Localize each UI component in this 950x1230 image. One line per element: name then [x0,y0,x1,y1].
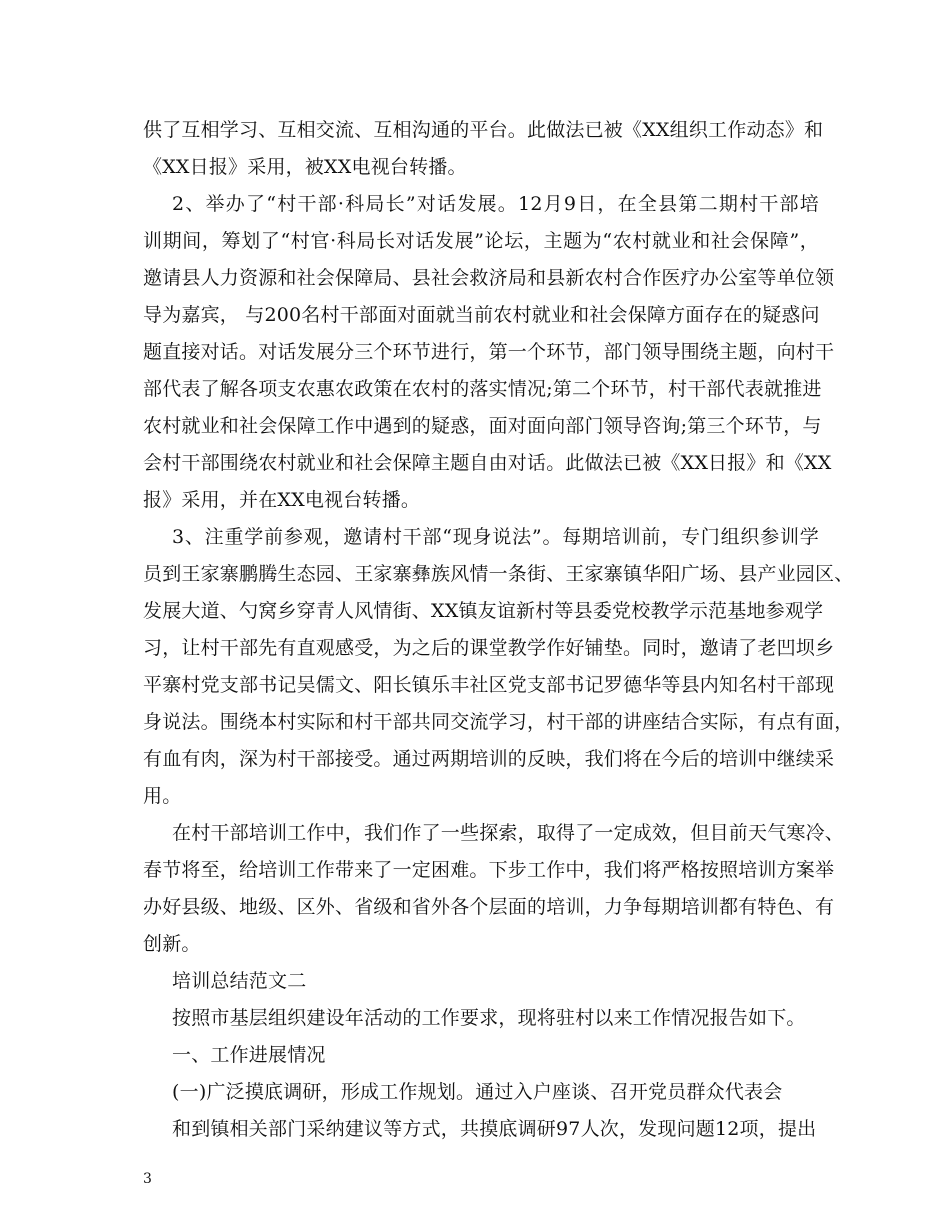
body-text-line: 部代表了解各项支农惠农政策在农村的落实情况;第二个环节，村干部代表就推进 [143,378,822,400]
body-text-line: 和到镇相关部门采纳建议等方式，共摸底调研97人次，发现问题12项，提出 [172,1118,817,1140]
section-heading: 培训总结范文二 [172,970,307,992]
body-text-line: 训期间，筹划了“村官·科局长对话发展”论坛，主题为“农村就业和社会保障”， [143,230,819,252]
body-text-line: 习，让村干部先有直观感受，为之后的课堂教学作好铺垫。同时，邀请了老凹坝乡 [143,637,835,659]
body-text-line: 题直接对话。对话发展分三个环节进行，第一个环节，部门领导围绕主题，向村干 [143,341,835,363]
body-text-line: 员到王家寨鹏腾生态园、王家寨彝族风情一条街、王家寨镇华阳广场、县产业园区、 [143,563,854,585]
body-text-line: 用。 [143,785,182,807]
subsection-heading: 一、工作进展情况 [172,1044,326,1066]
body-text-line: 创新。 [143,933,201,955]
body-text-line: 供了互相学习、互相交流、互相沟通的平台。此做法已被《XX组织工作动态》和 [143,119,824,141]
body-text-line: 春节将至，给培训工作带来了一定困难。下步工作中，我们将严格按照培训方案举 [143,859,835,881]
body-text-line: 3、注重学前参观，邀请村干部“现身说法”。每期培训前，专门组织参训学 [172,526,819,548]
body-text-line: 在村干部培训工作中，我们作了一些探索，取得了一定成效，但目前天气寒冷、 [172,822,845,844]
body-text-line: 报》采用，并在XX电视台转播。 [143,489,421,511]
body-text-line: 发展大道、勺窝乡穿青人风情街、XX镇友谊新村等县委党校教学示范基地参观学 [143,600,824,622]
body-text-line: 《XX日报》采用，被XX电视台转播。 [143,156,467,178]
body-text-line: 农村就业和社会保障工作中遇到的疑惑，面对面向部门领导咨询;第三个环节，与 [143,415,822,437]
body-text-line: 会村干部围绕农村就业和社会保障主题自由对话。此做法已被《XX日报》和《XX [143,452,832,474]
page-number: 3 [143,1171,152,1187]
body-text-line: (一)广泛摸底调研，形成工作规划。通过入户座谈、召开党员群众代表会 [172,1081,783,1103]
body-text-line: 邀请县人力资源和社会保障局、县社会救济局和县新农村合作医疗办公室等单位领 [143,267,835,289]
body-text-line: 身说法。围绕本村实际和村干部共同交流学习，村干部的讲座结合实际，有点有面， [143,711,854,733]
body-text-line: 有血有肉，深为村干部接受。通过两期培训的反映，我们将在今后的培训中继续采 [143,748,835,770]
body-text-line: 平寨村党支部书记吴儒文、阳长镇乐丰社区党支部书记罗德华等县内知名村干部现 [143,674,835,696]
body-text-line: 办好县级、地级、区外、省级和省外各个层面的培训，力争每期培训都有特色、有 [143,896,835,918]
body-text-line: 按照市基层组织建设年活动的工作要求，现将驻村以来工作情况报告如下。 [172,1007,806,1029]
body-text-line: 导为嘉宾， 与200名村干部面对面就当前农村就业和社会保障方面存在的疑惑问 [143,304,820,326]
body-text-line: 2、举办了“村干部·科局长”对话发展。12月9日，在全县第二期村干部培 [172,193,819,215]
